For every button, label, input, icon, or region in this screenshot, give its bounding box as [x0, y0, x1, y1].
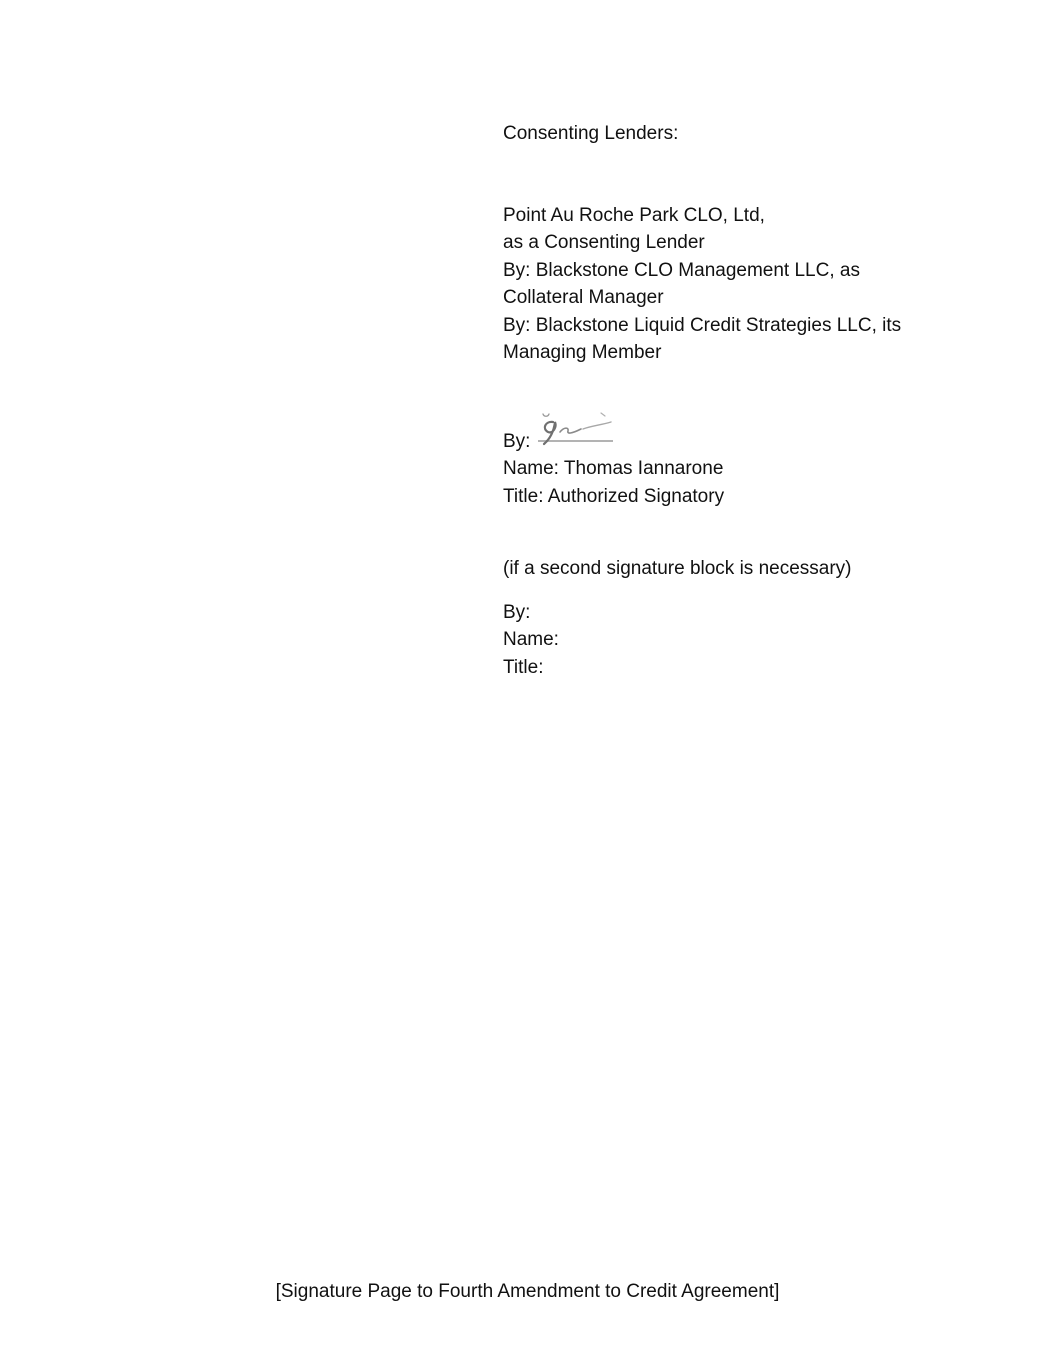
name-label-2: Name: — [503, 629, 559, 650]
signatory-title: Title: Authorized Signatory — [503, 486, 725, 507]
by-label-1: By: — [503, 431, 531, 452]
lender-role-line: as a Consenting Lender — [503, 232, 705, 253]
by-label-2: By: — [503, 602, 531, 623]
second-block-note: (if a second signature block is necessary) — [503, 558, 852, 579]
member-line-2: Managing Member — [503, 342, 662, 363]
lender-name-line: Point Au Roche Park CLO, Ltd, — [503, 205, 765, 226]
manager-line-2: Collateral Manager — [503, 287, 664, 308]
title-label-2: Title: — [503, 657, 544, 678]
member-line-1: By: Blackstone Liquid Credit Strategies LLC, its — [503, 315, 902, 336]
manager-line-1: By: Blackstone CLO Management LLC, as — [503, 260, 860, 281]
signatory-name: Name: Thomas Iannarone — [503, 458, 724, 479]
handwritten-signature — [535, 408, 617, 448]
consenting-lenders-heading: Consenting Lenders: — [503, 123, 679, 144]
page-footer: [Signature Page to Fourth Amendment to Credit Agreement] — [275, 1281, 780, 1302]
